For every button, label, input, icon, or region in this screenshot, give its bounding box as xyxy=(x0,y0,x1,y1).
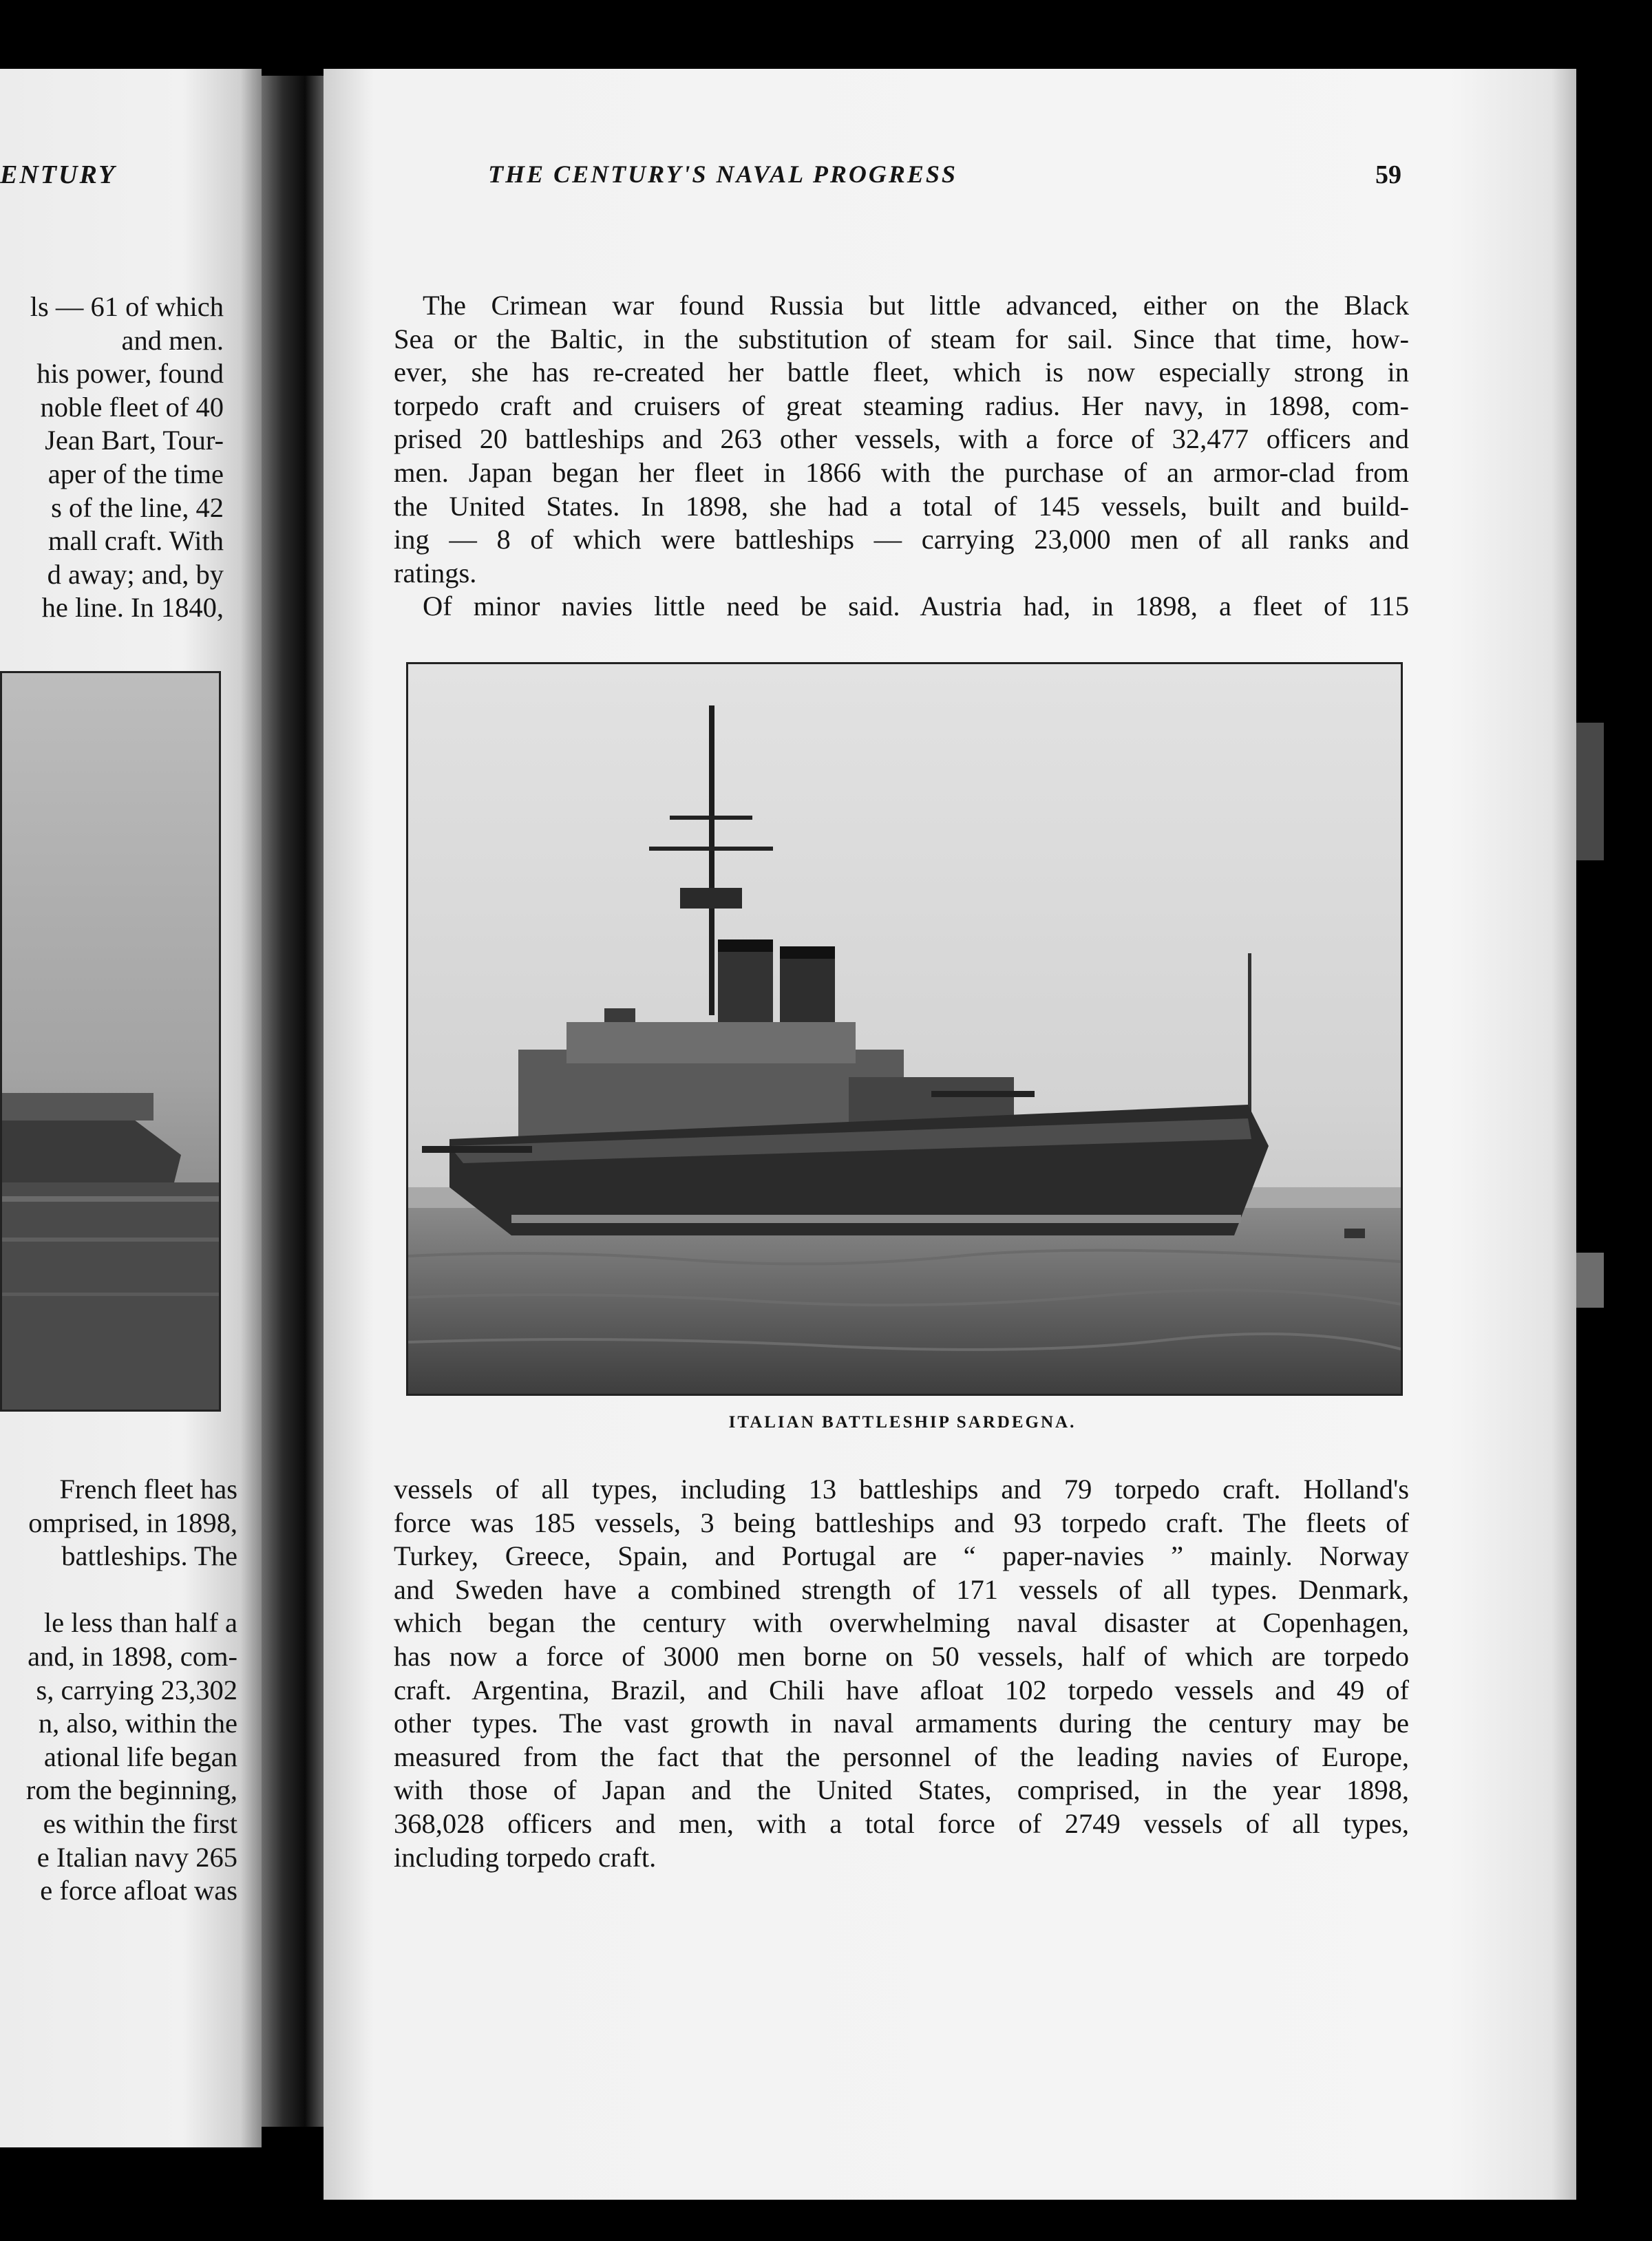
text-line: n, also, within the xyxy=(38,1708,237,1739)
text-line: Sea or the Baltic, in the substitution of steam for sail. Since that time, how- xyxy=(394,323,1409,354)
text-line: mall craft. With xyxy=(47,525,224,557)
text-line: s of the line, 42 xyxy=(51,491,224,523)
text-line: force was 185 vessels, 3 being battleships and 93 torpedo craft. The fleets of xyxy=(394,1507,1409,1538)
text-line: and Sweden have a combined strength of 171 vessels of all types. Denmark, xyxy=(394,1573,1409,1605)
text-line: French fleet has xyxy=(59,1474,237,1505)
text-line: le less than half a xyxy=(43,1607,237,1639)
text-line: battleships. The xyxy=(61,1540,237,1572)
text-line: ational life began xyxy=(43,1741,237,1772)
text-line: ever, she has re-created her battle fleet, which is now especially strong in xyxy=(394,357,1409,388)
left-page-photo xyxy=(0,671,221,1412)
text-line: es within the first xyxy=(43,1807,237,1839)
text-line: s, carrying 23,302 xyxy=(36,1674,237,1706)
text-line: Of minor navies little need be said. Austria had, in 1898, a fleet of 115 xyxy=(423,591,1409,622)
text-line: ratings. xyxy=(394,557,477,588)
text-line: with those of Japan and the United States, comprised, in the year 1898, xyxy=(394,1774,1409,1806)
text-line: and, in 1898, com- xyxy=(28,1640,237,1672)
text-line: 368,028 officers and men, with a total force of 2749 vessels of all types, xyxy=(394,1807,1409,1839)
text-line: men. Japan began her fleet in 1866 with the purchase of an armor-clad from xyxy=(394,456,1409,488)
text-line: omprised, in 1898, xyxy=(28,1507,237,1538)
text-line: including torpedo craft. xyxy=(394,1841,657,1873)
right-text-top xyxy=(394,289,1409,624)
text-line: and men. xyxy=(121,324,224,356)
edge-artifact xyxy=(1576,1253,1604,1308)
page-number: 59 xyxy=(1375,160,1401,189)
text-line: vessels of all types, including 13 battleships and 79 torpedo craft. Holland's xyxy=(394,1474,1409,1505)
left-text-top xyxy=(0,290,224,625)
text-line: craft. Argentina, Brazil, and Chili have afloat 102 torpedo vessels and 49 of xyxy=(394,1674,1409,1706)
text-line: measured from the fact that the personnel of the leading navies of Europe, xyxy=(394,1741,1409,1772)
text-line: prised 20 battleships and 263 other vessels, with a force of 32,477 officers and xyxy=(394,423,1409,455)
text-line: aper of the time xyxy=(47,458,224,489)
text-line: The Crimean war found Russia but little advanced, either on the Black xyxy=(423,290,1409,321)
text-line xyxy=(0,1573,237,1607)
right-text-bottom xyxy=(394,1473,1409,1874)
text-line: torpedo craft and cruisers of great steaming radius. Her navy, in 1898, com- xyxy=(394,390,1409,421)
text-line: Jean Bart, Tour- xyxy=(45,425,224,456)
text-line: which began the century with overwhelming naval disaster at Copenhagen, xyxy=(394,1607,1409,1639)
text-line: ing — 8 of which were battleships — carrying 23,000 men of all ranks and xyxy=(394,524,1409,555)
text-line: noble fleet of 40 xyxy=(40,391,224,423)
text-line: he line. In 1840, xyxy=(41,592,224,624)
left-text-bottom xyxy=(0,1473,237,1908)
battleship-photograph xyxy=(406,662,1403,1396)
photo-caption: ITALIAN BATTLESHIP SARDEGNA. xyxy=(728,1413,1077,1432)
text-line: rom the beginning, xyxy=(25,1774,237,1806)
text-line: e Italian navy 265 xyxy=(36,1841,237,1873)
book-gutter xyxy=(262,76,324,2127)
right-running-head: THE CENTURY'S NAVAL PROGRESS xyxy=(488,160,957,188)
text-line: d away; and, by xyxy=(47,558,224,590)
text-line: the United States. In 1898, she had a total of 145 vessels, built and build- xyxy=(394,490,1409,522)
text-line: Turkey, Greece, Spain, and Portugal are “ paper-navies ” mainly. Norway xyxy=(394,1540,1409,1572)
text-line: e force afloat was xyxy=(40,1875,237,1907)
text-line: other types. The vast growth in naval armaments during the century may be xyxy=(394,1708,1409,1739)
left-running-head: ENTURY xyxy=(0,160,117,189)
text-line: his power, found xyxy=(36,358,224,390)
text-line: ls — 61 of which xyxy=(30,291,224,322)
text-line: has now a force of 3000 men borne on 50 vessels, half of which are torpedo xyxy=(394,1640,1409,1672)
edge-artifact xyxy=(1576,723,1604,860)
